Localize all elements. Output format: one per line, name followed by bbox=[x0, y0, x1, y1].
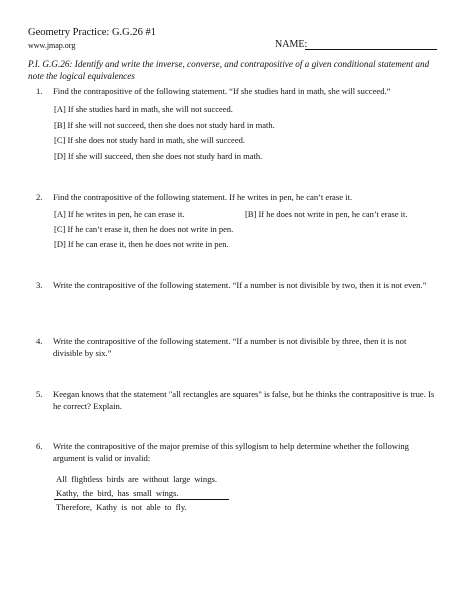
question-number: 6. bbox=[36, 441, 43, 451]
syllogism-minor-premise: Kathy, the bird, has small wings. bbox=[56, 488, 179, 498]
q2-choice-c: [C] If he can’t erase it, then he does not write in pen. bbox=[54, 224, 234, 234]
name-label: NAME: bbox=[275, 39, 308, 50]
question-text: Write the contrapositive of the following statement. “If a number is not divisible by three, then it is not divisible by six.” bbox=[53, 336, 407, 358]
question-6 bbox=[28, 441, 438, 464]
question-text: Keegan knows that the statement "all rectangles are squares" is false, but he thinks the contrapositive is true. Is he correct? Explain. bbox=[53, 389, 435, 411]
syllogism-divider bbox=[54, 499, 229, 500]
worksheet-title: Geometry Practice: G.G.26 #1 bbox=[28, 27, 157, 38]
name-blank-line bbox=[305, 49, 437, 50]
question-5 bbox=[28, 389, 438, 412]
q1-choice-b: [B] If she will not succeed, then she does not study hard in math. bbox=[54, 120, 275, 130]
question-number: 5. bbox=[36, 389, 43, 399]
question-text: Find the contrapositive of the following statement. “If she studies hard in math, she will succeed.” bbox=[53, 86, 391, 96]
question-text: Write the contrapositive of the major premise of this syllogism to help determine whether the following argument is valid or invalid: bbox=[53, 441, 409, 463]
question-text: Find the contrapositive of the following statement. If he writes in pen, he can’t erase it. bbox=[53, 192, 353, 202]
question-number: 4. bbox=[36, 336, 43, 346]
q1-choice-c: [C] If she does not study hard in math, she will succeed. bbox=[54, 135, 245, 145]
question-3 bbox=[28, 280, 438, 292]
question-text: Write the contrapositive of the following statement. “If a number is not divisible by two, then it is not even.” bbox=[53, 280, 427, 290]
site-url: www.jmap.org bbox=[28, 41, 76, 50]
q1-choice-a: [A] If she studies hard in math, she will not succeed. bbox=[54, 104, 233, 114]
q2-choice-d: [D] If he can erase it, then he does not write in pen. bbox=[54, 239, 229, 249]
question-number: 3. bbox=[36, 280, 43, 290]
question-number: 2. bbox=[36, 192, 43, 202]
standard-description: P.I. G.G.26: Identify and write the inverse, converse, and contrapositive of a given conditional statement and note the logical equivalences bbox=[28, 59, 430, 81]
question-1 bbox=[28, 86, 438, 98]
syllogism-conclusion: Therefore, Kathy is not able to fly. bbox=[56, 502, 187, 512]
syllogism-major-premise: All flightless birds are without large wings. bbox=[56, 474, 218, 484]
q1-choice-d: [D] If she will succeed, then she does not study hard in math. bbox=[54, 151, 263, 161]
question-4 bbox=[28, 336, 438, 359]
question-2 bbox=[28, 192, 438, 204]
question-number: 1. bbox=[36, 86, 43, 96]
q2-choice-a: [A] If he writes in pen, he can erase it. bbox=[54, 209, 185, 219]
q2-choice-b: [B] If he does not write in pen, he can’t erase it. bbox=[245, 209, 408, 219]
